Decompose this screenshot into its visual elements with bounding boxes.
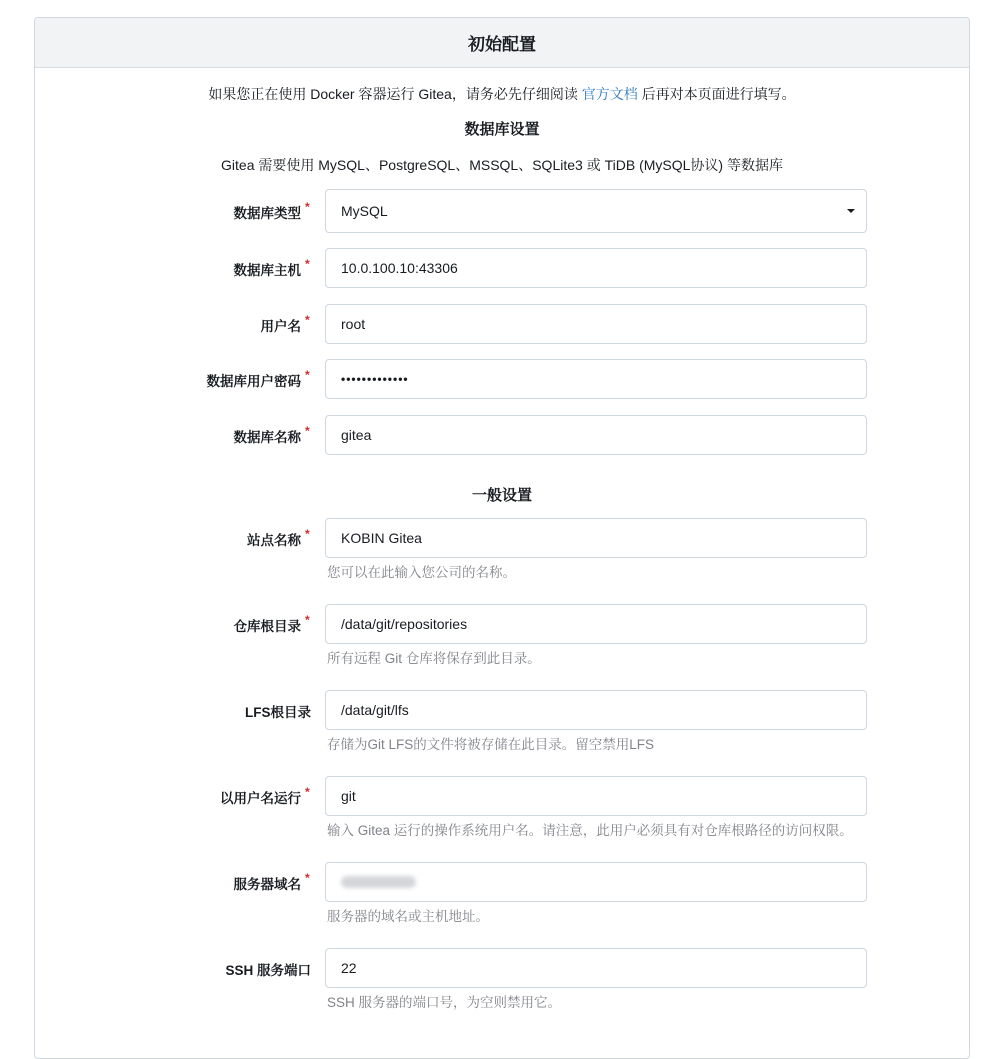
ssh-port-help: SSH 服务器的端口号，为空则禁用它。 [327,995,562,1010]
server-domain-blurred-value [341,876,416,888]
required-marker: * [305,785,310,799]
db-type-value: MySQL [341,203,388,219]
ssh-port-value: 22 [341,960,357,976]
general-section-title: 一般设置 [471,487,532,504]
db-name-value: gitea [341,427,372,443]
repo-root-value: /data/git/repositories [341,616,468,632]
db-password-value: ••••••••••••• [341,372,409,386]
site-name-value: KOBIN Gitea [341,530,422,546]
repo-root-help: 所有远程 Git 仓库将保存到此目录。 [327,651,541,666]
docker-notice [35,84,969,104]
site-name-input[interactable] [325,518,867,558]
db-name-input[interactable] [325,415,867,455]
repo-root-label: 仓库根目录 [233,619,301,634]
install-form-card [34,17,970,1059]
db-type-label: 数据库类型 [233,206,301,221]
run-user-input[interactable] [325,776,867,816]
db-host-value: 10.0.100.10:43306 [341,260,458,276]
server-domain-help: 服务器的域名或主机地址。 [327,909,489,924]
required-marker: * [305,527,310,541]
official-docs-link[interactable]: 官方文档 [581,86,638,102]
lfs-root-value: /data/git/lfs [341,702,409,718]
docker-notice-text-after: 后再对本页面进行填写。 [637,86,796,102]
site-name-help: 您可以在此输入您公司的名称。 [327,565,516,580]
db-user-label: 用户名 [260,319,301,334]
docker-notice-text-before: 如果您正在使用 Docker 容器运行 Gitea，请务必先仔细阅读 [208,86,582,102]
server-domain-label: 服务器域名 [233,877,301,892]
required-marker: * [305,613,310,627]
db-password-input[interactable] [325,359,867,399]
db-password-label: 数据库用户密码 [206,374,301,389]
required-marker: * [305,257,310,271]
db-user-value: root [341,316,366,332]
dropdown-caret-icon [847,209,855,213]
run-user-help: 输入 Gitea 运行的操作系统用户名。请注意，此用户必须具有对仓库根路径的访问权限。 [327,823,853,838]
repo-root-input[interactable] [325,604,867,644]
run-user-label: 以用户名运行 [220,791,301,806]
db-host-label: 数据库主机 [233,263,301,278]
required-marker: * [305,313,310,327]
db-user-input[interactable] [325,304,867,344]
page-title: 初始配置 [35,18,969,68]
run-user-value: git [341,788,356,804]
required-marker: * [305,200,310,214]
required-marker: * [305,424,310,438]
db-name-label: 数据库名称 [233,430,301,445]
lfs-root-label: LFS根目录 [245,705,311,720]
required-marker: * [305,871,310,885]
db-host-input[interactable] [325,248,867,288]
lfs-root-help: 存储为Git LFS的文件将被存储在此目录。留空禁用LFS [327,737,655,752]
server-domain-input[interactable] [325,862,867,902]
lfs-root-input[interactable] [325,690,867,730]
database-section-title: 数据库设置 [464,121,540,138]
ssh-port-label: SSH 服务端口 [225,963,311,978]
db-type-select[interactable] [325,189,867,233]
database-description: Gitea 需要使用 MySQL、PostgreSQL、MSSQL、SQLite3 或 TiDB (MySQL协议) 等数据库 [221,157,783,173]
site-name-label: 站点名称 [247,533,301,548]
ssh-port-input[interactable] [325,948,867,988]
required-marker: * [305,368,310,382]
